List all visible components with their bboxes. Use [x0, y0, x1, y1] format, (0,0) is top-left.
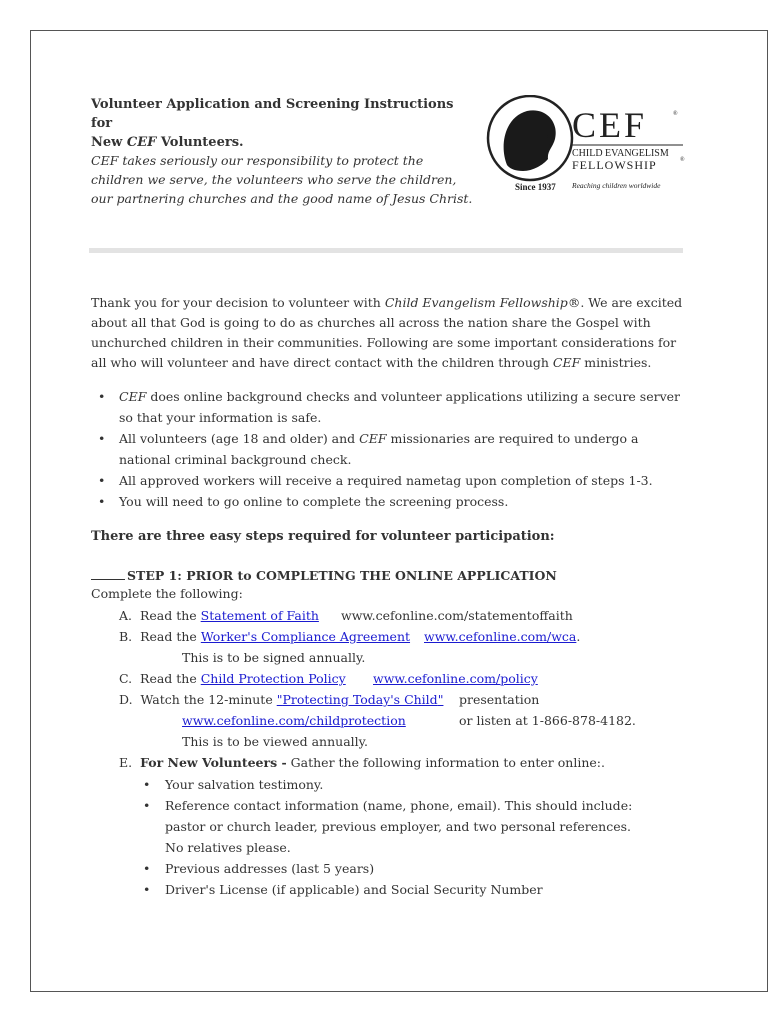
wca-url: www.cefonline.com/wca.	[424, 629, 581, 644]
list-item: • Driver's License (if applicable) and Social Security Number	[143, 882, 543, 897]
intro-paragraph: Thank you for your decision to volunteer with Child Evangelism Fellowship®. We are excited about all that God is going to do as churches all across the nation share the Gospel with unchurched children in their communities. Following are some important considerations for all who will volunteer and have direct contact with the children through CEF ministries.	[91, 295, 683, 370]
svg-text:®: ®	[673, 111, 678, 117]
list-item: • All volunteers (age 18 and older) and CEF missionaries are required to undergo a national criminal background check.	[98, 431, 639, 467]
item-d: D. Watch the 12-minute "Protecting Today's Child"	[119, 692, 444, 707]
child-protection-policy-link[interactable]: Child Protection Policy	[200, 671, 346, 686]
childprotection-url: www.cefonline.com/childprotection	[182, 713, 406, 728]
item-c: C. Read the Child Protection Policy	[119, 671, 346, 686]
list-item: • CEF does online background checks and volunteer applications utilizing a secure server so that your information is safe.	[98, 389, 681, 425]
presentation-text: presentation	[459, 692, 540, 707]
tagline-text: Reaching children worldwide	[572, 181, 661, 190]
list-item: • All approved workers will receive a required nametag upon completion of steps 1-3.	[98, 473, 653, 488]
item-e: E. For New Volunteers - Gather the following information to enter online:.	[119, 755, 605, 770]
checkbox-blank[interactable]	[91, 579, 125, 580]
document-page	[30, 30, 768, 992]
cef-logo-graphic	[485, 95, 690, 195]
list-item: • Reference contact information (name, phone, email). This should include: pastor or church leader, previous employer, and two personal references. No relatives please.	[143, 798, 633, 855]
divider	[89, 248, 683, 253]
svg-text:FELLOWSHIP: FELLOWSHIP	[572, 158, 657, 172]
statement-of-faith-url: www.cefonline.com/statementoffaith	[341, 608, 573, 623]
svg-text:CHILD EVANGELISM: CHILD EVANGELISM	[572, 148, 669, 159]
intro-statement: CEF takes seriously our responsibility to protect the children we serve, the volunteers who serve the children, our partnering churches and the good name of Jesus Christ.	[91, 153, 473, 206]
cef-logo	[485, 95, 690, 195]
svg-text:®: ®	[680, 157, 685, 163]
item-a: A. Read the Statement of Faith	[119, 608, 319, 623]
since-text: Since 1937	[515, 182, 556, 192]
cef-brand: CEF	[572, 105, 648, 145]
protecting-todays-child-link[interactable]: Protecting Today's Child	[282, 692, 438, 707]
list-item: • You will need to go online to complete the screening process.	[98, 494, 509, 509]
list-item: • Previous addresses (last 5 years)	[143, 861, 375, 876]
policy-url: www.cefonline.com/policy	[373, 671, 538, 686]
statement-of-faith-link[interactable]: Statement of Faith	[200, 608, 319, 623]
phone-text: or listen at 1-866-878-4182.	[459, 713, 636, 728]
step1-heading: STEP 1: PRIOR to COMPLETING THE ONLINE APPLICATION	[91, 568, 557, 583]
considerations-list	[91, 386, 691, 512]
steps-heading: There are three easy steps required for volunteer participation:	[91, 529, 555, 544]
complete-following: Complete the following:	[91, 586, 243, 601]
list-item: • Your salvation testimony.	[143, 777, 324, 792]
item-b-note: This is to be signed annually.	[182, 650, 366, 665]
item-b: B. Read the Worker's Compliance Agreement	[119, 629, 411, 644]
page-title: Volunteer Application and Screening Instructions for New CEF Volunteers.	[91, 97, 454, 150]
workers-compliance-link[interactable]: Worker's Compliance Agreement	[200, 629, 411, 644]
item-d-note: This is to be viewed annually.	[182, 734, 369, 749]
